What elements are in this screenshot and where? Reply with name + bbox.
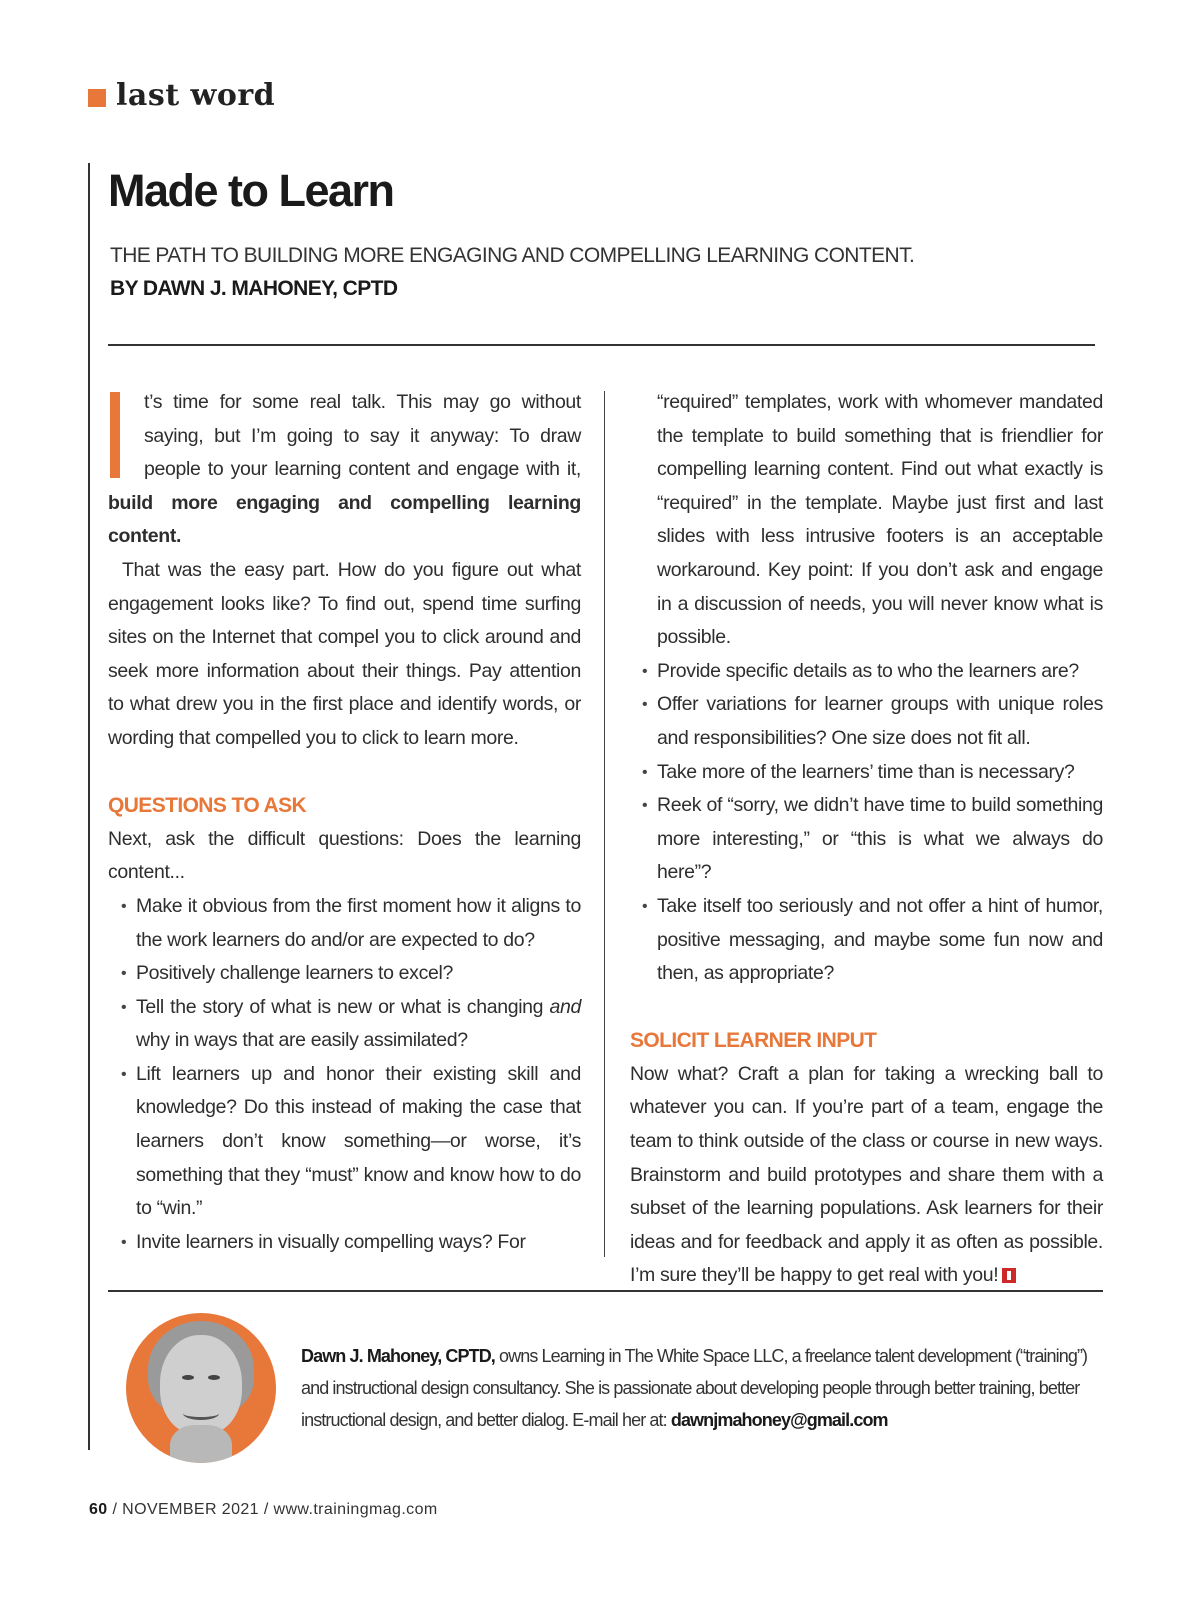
list-item: • Make it obvious from the first moment how it aligns to the work learners do and/or are expected to do?	[108, 890, 581, 957]
closing-paragraph	[630, 1058, 1103, 1293]
left-column	[108, 386, 581, 1259]
paragraph-2: That was the easy part. How do you figure out what engagement looks like? To find out, spend time surfing sites on the Internet that compel you to click around and seek more information about their things. Pay attention to what drew you in the first place and identify words, or wording that compelled you to click to learn more.	[108, 558, 581, 749]
header-divider	[108, 344, 1095, 346]
list-item: • Provide specific details as to who the learners are?	[630, 655, 1103, 689]
intro-lead: t’s time for some real talk. This may go without saying, but I’m going to say it anyway: To draw people to your learning content and engage with it,	[144, 391, 581, 481]
questions-list-continued	[630, 655, 1103, 991]
continuation-paragraph: “required” templates, work with whomever mandated the template to build something that is friendlier for compelling learning content. Find out what exactly is “required” in the template. Maybe just first and last slides with less intrusive footers is an acceptable workaround. Key point: If you don’t ask and engage in a discussion of needs, you will never know what is possible.	[657, 391, 1103, 649]
end-mark-icon	[1002, 1268, 1016, 1283]
list-item: • Take more of the learners’ time than is necessary?	[630, 756, 1103, 790]
article-title: Made to Learn	[108, 165, 394, 216]
section-tag: last word	[116, 78, 276, 113]
list-item	[108, 991, 581, 1058]
column-divider	[604, 391, 605, 1257]
intro-bold: build more engaging and compelling learning content.	[108, 491, 581, 548]
closing-text: Now what? Craft a plan for taking a wrecking ball to whatever you can. If you’re part of a team, engage the team to think outside of the class or course in new ways. Brainstorm and build prototypes and share them with a subset of the learning populations. Ask learners for their ideas and for feedback and apply it as often as possible. I’m sure they’ll be happy to get real with you!	[630, 1062, 1103, 1287]
author-name: Dawn J. Mahoney, CPTD,	[301, 1346, 495, 1366]
author-email[interactable]: dawnjmahoney@gmail.com	[670, 1410, 888, 1430]
author-avatar	[126, 1313, 276, 1463]
left-vertical-rule	[88, 163, 90, 1450]
intro-paragraph	[108, 386, 581, 554]
author-bio-text: owns Learning in The White Space LLC, a freelance talent development (“training”) and instructional design consultancy. She is passionate about developing people through better training, better instructional design, and better dialog. E-mail her at:	[301, 1346, 1088, 1430]
section-tag-square	[88, 89, 106, 107]
questions-intro: Next, ask the difficult questions: Does the learning content...	[108, 827, 581, 884]
list-item: • Invite learners in visually compelling ways? For	[108, 1226, 581, 1260]
article-byline: BY DAWN J. MAHONEY, CPTD	[110, 277, 398, 300]
list-item-text: why in ways that are easily assimilated?	[136, 1029, 468, 1052]
heading-solicit: SOLICIT LEARNER INPUT	[630, 1029, 877, 1053]
footer-text: / NOVEMBER 2021 / www.trainingmag.com	[112, 1501, 438, 1518]
heading-questions: QUESTIONS TO ASK	[108, 794, 307, 818]
list-item: • Offer variations for learner groups with unique roles and responsibilities? One size does not fit all.	[630, 688, 1103, 755]
list-item: • Take itself too seriously and not offer a hint of humor, positive messaging, and maybe some fun now and then, as appropriate?	[630, 890, 1103, 991]
list-item: • Positively challenge learners to excel?	[108, 957, 581, 991]
bio-divider	[108, 1290, 1103, 1292]
page-footer	[89, 1501, 438, 1519]
drop-cap-bar	[110, 392, 120, 478]
list-item: • Reek of “sorry, we didn’t have time to build something more interesting,” or “this is what we always do here”?	[630, 789, 1103, 890]
page-number: 60	[89, 1501, 108, 1518]
right-column	[630, 386, 1103, 1293]
list-item: • Lift learners up and honor their existing skill and knowledge? Do this instead of making the case that learners don’t know something—or worse, it’s something that they “must” know and know how to do to “win.”	[108, 1058, 581, 1226]
article-subtitle: THE PATH TO BUILDING MORE ENGAGING AND COMPELLING LEARNING CONTENT.	[110, 244, 915, 267]
questions-list	[108, 890, 581, 1260]
list-item-emphasis: and	[549, 995, 581, 1018]
author-bio	[301, 1340, 1101, 1436]
list-item-text: Tell the story of what is new or what is changing	[136, 995, 544, 1018]
